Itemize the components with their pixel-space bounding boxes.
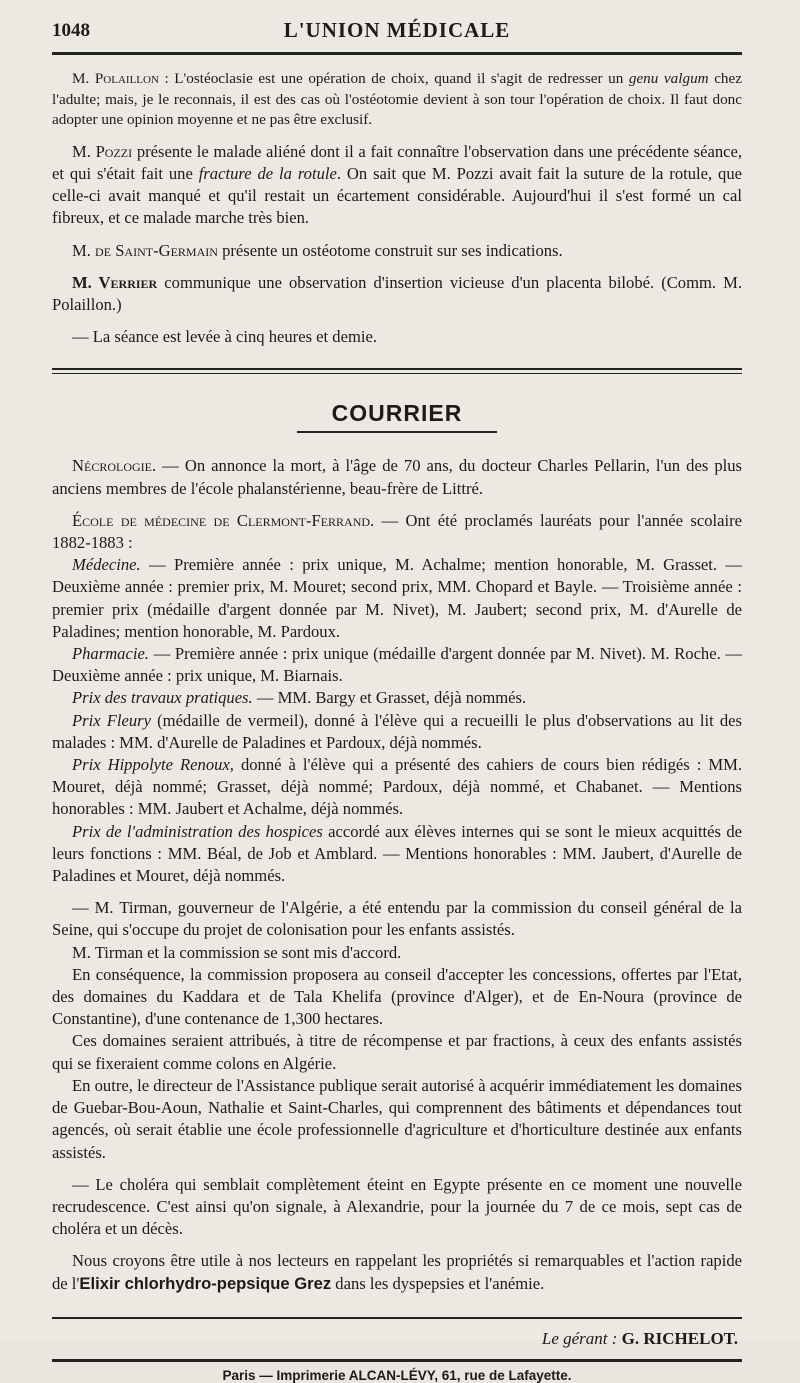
paragraph-pharmacie (52, 643, 742, 687)
paragraph-closing: — La séance est levée à cinq heures et demie. (72, 327, 377, 347)
text-run: — MM. Bargy et Grasset, déjà nommés. (252, 688, 527, 708)
rubric-label: Nécrologie. (72, 456, 157, 476)
paragraph-medecine (52, 554, 742, 643)
paragraph-hospices (52, 821, 742, 888)
text-run: présente le malade aliéné dont il a fait connaître l'observation dans une précédente séance, et qui s'était fait une (52, 141, 742, 183)
text-run: — On annonce la mort, à l'âge de 70 ans, du docteur Charles Pellarin, l'un des plus anciens membres de l'école phalanstérienne, beau-frère de Littré. (52, 456, 742, 498)
paragraph-polaillon (52, 69, 742, 131)
text-run: : L'ostéoclasie est une opération de choix, quand il s'agit de redresser un (158, 70, 629, 87)
italic-label: Pharmacie. (72, 644, 149, 664)
imprint-rule (52, 1359, 742, 1362)
paragraph-tirman-2: M. Tirman et la commission se sont mis d'accord. (72, 942, 402, 962)
gerant-name: G. RICHELOT. (617, 1328, 738, 1348)
paragraph-saint-germain (52, 240, 742, 262)
text-run: — Ont été proclamés lauréats pour l'année scolaire 1882-1883 : (52, 510, 742, 553)
paragraph-ecole (52, 510, 742, 554)
paragraph-fleury (52, 710, 742, 754)
paragraph-necrologie (52, 455, 742, 499)
paragraph-tirman-4: Ces domaines seraient attribués, à titre de récompense et par fractions, à ceux des enfants assistés qui se fixeraient comme colons en Algérie. (52, 1031, 742, 1073)
paragraph-cholera: — Le choléra qui semblait complètement éteint en Egypte présente en ce moment une nouvelle recrudescence. C'est ainsi qu'on signale, à Alexandrie, pour la journée du 7 de ce mois, sept cas de choléra et un décès. (52, 1174, 742, 1239)
rubric-label: École de médecine de Clermont-Ferrand. (72, 510, 375, 530)
header-rule (52, 52, 742, 55)
italic-term: genu valgum (628, 70, 709, 87)
courrier-heading: COURRIER (331, 400, 463, 427)
italic-label: Médecine. (72, 555, 141, 575)
product-name: Elixir chlorhydro-pepsique Grez (79, 1273, 332, 1293)
imprint-line: Paris — Imprimerie ALCAN-LÉVY, 61, rue de Lafayette. (222, 1367, 572, 1383)
text-run: accordé aux élèves internes qui se sont le mieux acquittés de leurs fonctions : MM. Béal, de Job et Amblard. — Mentions honorables : MM. Jaubert, d'Aurelle de Paladines et Mouret, déjà nommés. (52, 821, 742, 886)
paragraph-tirman-1: — M. Tirman, gouverneur de l'Algérie, a été entendu par la commission du conseil général de la Seine, qui s'occupe du projet de colonisation pour les enfants assistés. (52, 898, 742, 940)
paragraph-travaux (52, 687, 742, 709)
page-number: 1048 (52, 20, 90, 41)
heading-rule (297, 431, 497, 433)
paragraph-renoux (52, 754, 742, 821)
paragraph-elixir (52, 1250, 742, 1294)
speaker-name: M. Polaillon (72, 70, 159, 87)
seance-section (52, 69, 742, 348)
text-run: donné à l'élève qui a présenté des cahiers de cours bien rédigés : MM. Mouret, déjà nommé; Grasset, déjà nommé; Pardoux, déjà nommé, et Chabanet. — Mentions honorables : MM. Jaubert et Achalme, déjà nommés. (52, 755, 742, 819)
italic-label: Prix de l'administration des hospices (72, 821, 323, 841)
text-run: chez l'adulte; mais, je le reconnais, il est des cas où l'ostéotomie devient à son tour l'opération de choix. Il faut donc adopter une opinion moyenne et ne pas être exclusif. (52, 70, 743, 129)
paragraph-pozzi (52, 141, 742, 230)
italic-label: Prix Fleury (72, 710, 151, 730)
gerant-label: Le gérant : (541, 1328, 618, 1348)
italic-term: fracture de la rotule (198, 163, 337, 183)
text-run: (médaille de vermeil), donné à l'élève qui a recueilli le plus d'observations au lit des malades : MM. d'Aurelle de Paladines et Pardoux, déjà nommés. (52, 710, 742, 752)
courrier-section (52, 455, 742, 1294)
text-run: communique une observation d'insertion vicieuse d'un placenta bilobé. (Comm. M. Polaillon.) (52, 272, 743, 314)
page-header (52, 14, 742, 42)
text-run: — Première année : prix unique (médaille d'argent donnée par M. Nivet). M. Roche. — Deuxième année : prix unique, M. Biarnais. (52, 644, 742, 686)
speaker-name: M. Pozzi (72, 141, 133, 161)
text-run: . On sait que M. Pozzi avait fait la suture de la rotule, que celle-ci avait manqué et qu'il restait un écartement considérable. Aujourd'hui il s'est formé un cal fibreux, et ce malade marche très bien. (52, 163, 742, 228)
text-run: dans les dyspepsies et l'anémie. (331, 1273, 545, 1293)
paragraph-tirman-5: En outre, le directeur de l'Assistance publique serait autorisé à acquérir immédiatement les domaines de Guebar-Bou-Aoun, Nathalie et Saint-Charles, qui comprennent des bâtiments et dépendances tout agencés, où serait établie une école professionnelle d'agriculture et d'horticulture destinée aux enfants assistés. (52, 1075, 742, 1162)
italic-label: Prix des travaux pratiques. (72, 688, 253, 708)
section-divider (52, 368, 742, 374)
text-run: Nous croyons être utile à nos lecteurs en rappelant les propriétés si remarquables et l'action rapide de l' (52, 1251, 742, 1293)
paragraph-verrier (52, 272, 742, 316)
speaker-name: M. Verrier (72, 272, 158, 292)
speaker-name: M. de Saint-Germain (72, 240, 218, 260)
italic-label: Prix Hippolyte Renoux, (72, 755, 234, 775)
text-run: — Première année : prix unique, M. Achalme; mention honorable, M. Grasset. — Deuxième année : premier prix, M. Mouret; second prix, MM. Chopard et Bayle. — Troisième année : premier prix (médaille d'argent donnée par M. Nivet), M. Jaubert; second prix, M. d'Aurelle de Paladines; mention honorable, M. Pardoux. (52, 555, 742, 641)
running-title: L'UNION MÉDICALE (283, 18, 511, 42)
footer-rule (52, 1317, 742, 1319)
text-run: présente un ostéotome construit sur ses indications. (217, 240, 563, 260)
paragraph-tirman-3: En conséquence, la commission proposera au conseil d'accepter les concessions, offertes par l'Etat, des domaines du Kaddara et de Tala Khelifa (province d'Alger), et de En-Noura (province de Constantine), d'une contenance de 1,300 hectares. (52, 964, 742, 1029)
